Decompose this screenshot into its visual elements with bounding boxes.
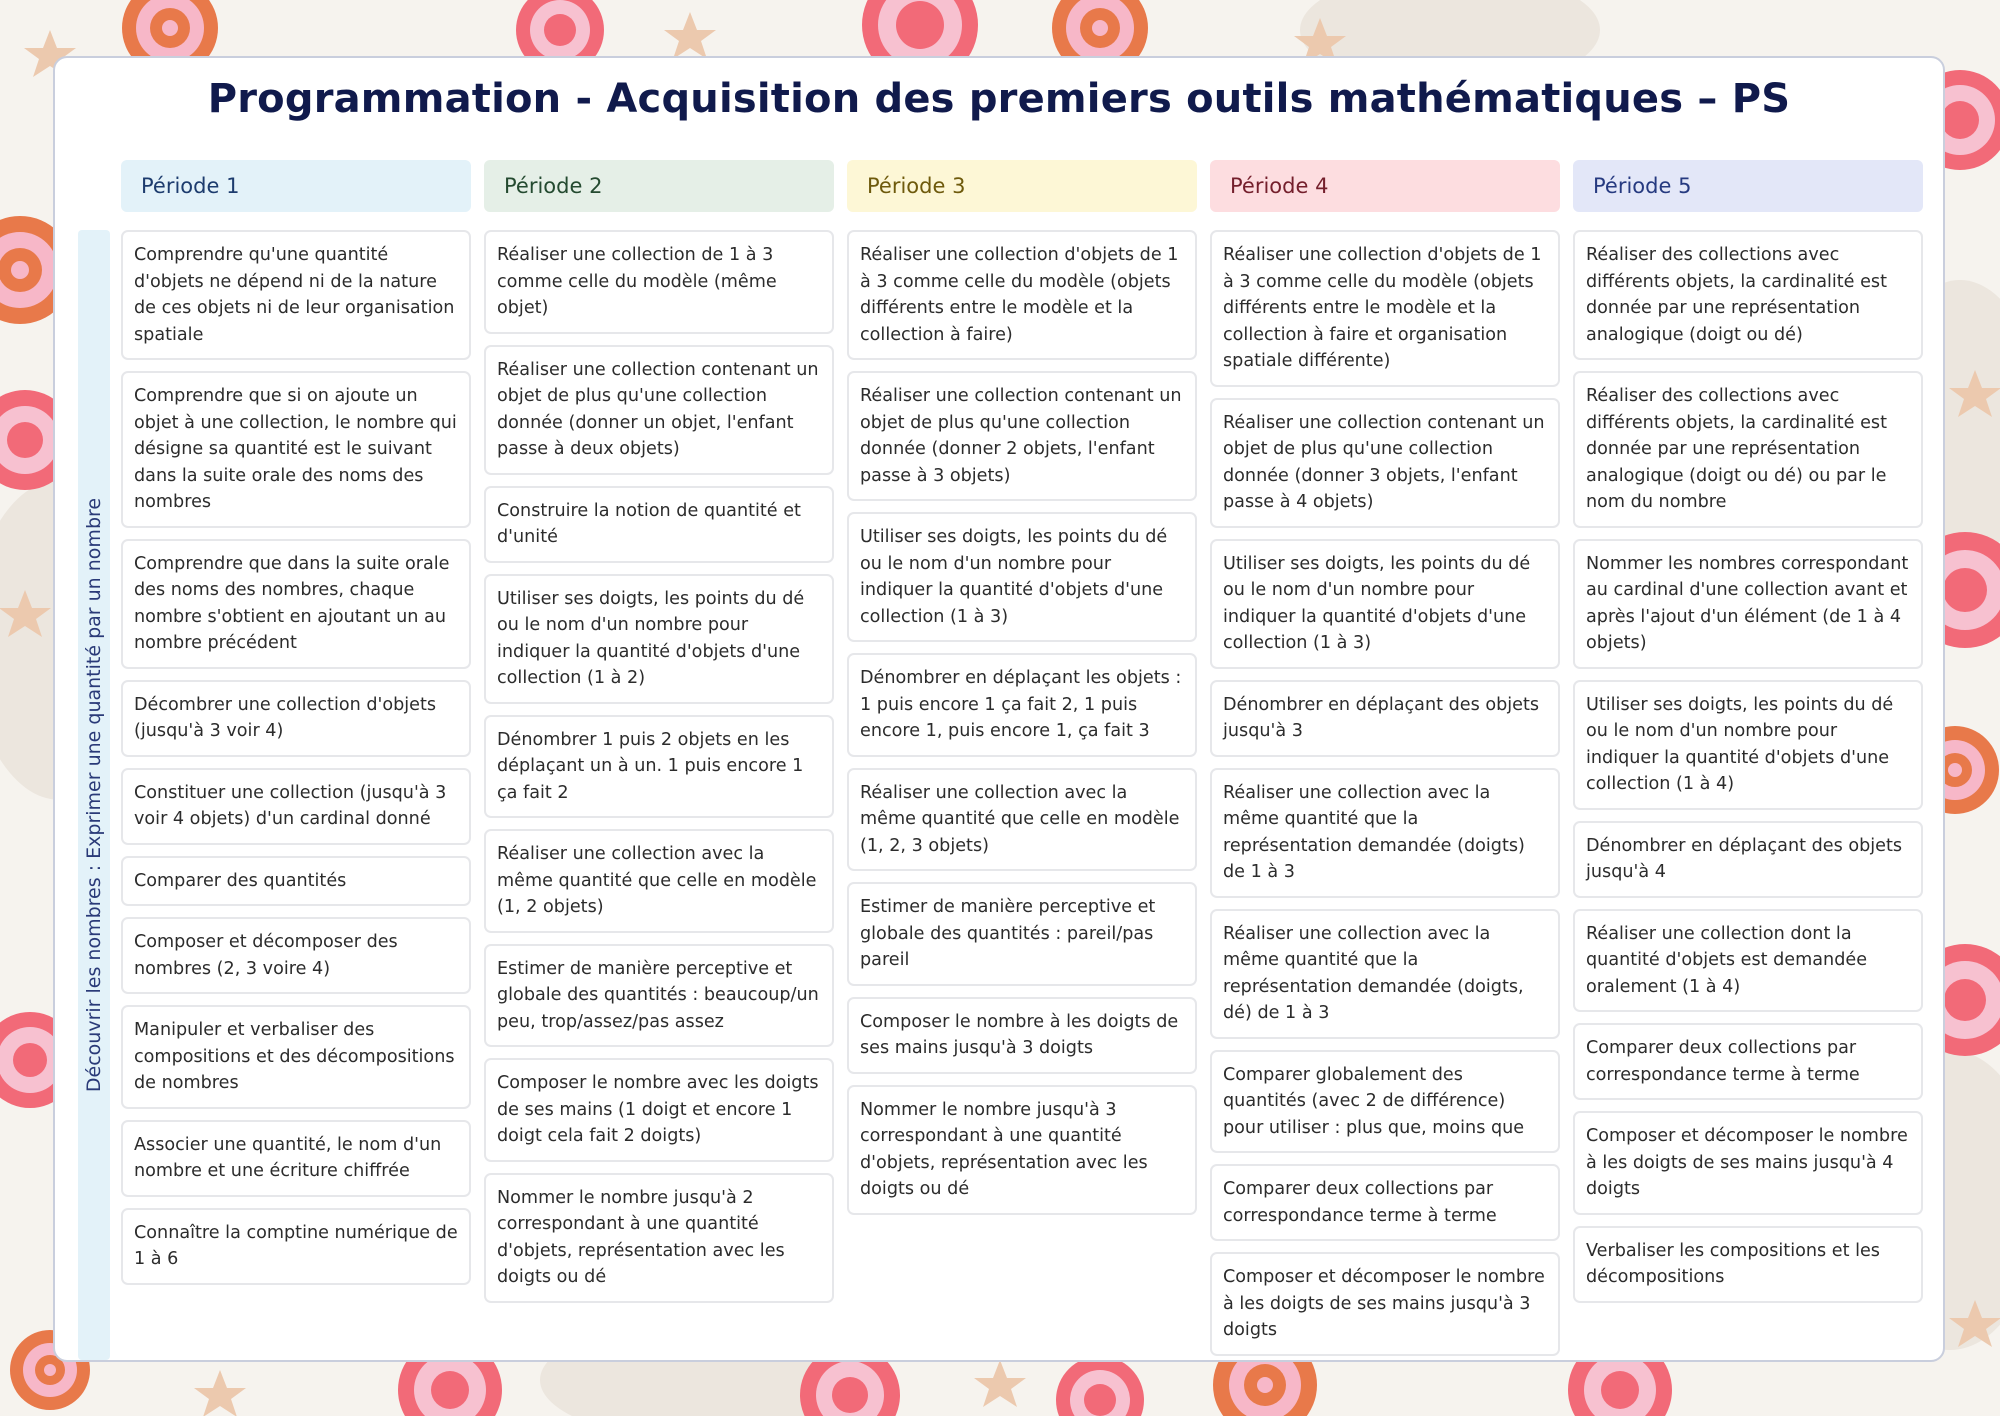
skill-card: Comparer des quantités — [121, 856, 471, 907]
skill-card: Décombrer une collection d'objets (jusqu'à 3 voir 4) — [121, 680, 471, 757]
skill-card: Réaliser une collection avec la même quantité que celle en modèle (1, 2, 3 objets) — [847, 768, 1197, 872]
skill-card: Associer une quantité, le nom d'un nombre et une écriture chiffrée — [121, 1120, 471, 1197]
period-3-header: Période 3 — [847, 160, 1197, 212]
skill-card: Réaliser une collection de 1 à 3 comme celle du modèle (même objet) — [484, 230, 834, 334]
skill-card: Dénombrer en déplaçant les objets : 1 puis encore 1 ça fait 2, 1 puis encore 1, puis encore 1, ça fait 3 — [847, 653, 1197, 757]
skill-card: Utiliser ses doigts, les points du dé ou le nom d'un nombre pour indiquer la quantité d'objets d'une collection (1 à 3) — [1210, 539, 1560, 669]
period-3-column — [847, 230, 1197, 1215]
skill-card: Verbaliser les compositions et les décompositions — [1573, 1226, 1923, 1303]
period-1-column — [121, 230, 471, 1285]
skill-card: Composer et décomposer le nombre à les doigts de ses mains jusqu'à 4 doigts — [1573, 1111, 1923, 1215]
skill-card: Connaître la comptine numérique de 1 à 6 — [121, 1208, 471, 1285]
skill-card: Réaliser une collection d'objets de 1 à 3 comme celle du modèle (objets différents entre le modèle et la collection à faire) — [847, 230, 1197, 360]
skill-card: Estimer de manière perceptive et globale des quantités : pareil/pas pareil — [847, 882, 1197, 986]
skill-card: Comparer deux collections par correspondance terme à terme — [1573, 1023, 1923, 1100]
period-2-header: Période 2 — [484, 160, 834, 212]
skill-card: Composer le nombre à les doigts de ses mains jusqu'à 3 doigts — [847, 997, 1197, 1074]
skill-card: Réaliser une collection avec la même quantité que celle en modèle (1, 2 objets) — [484, 829, 834, 933]
skill-card: Comparer deux collections par correspondance terme à terme — [1210, 1164, 1560, 1241]
skill-card: Comprendre que si on ajoute un objet à une collection, le nombre qui désigne sa quantité est le suivant dans la suite orale des noms des nombres — [121, 371, 471, 528]
skill-card: Dénombrer en déplaçant des objets jusqu'à 3 — [1210, 680, 1560, 757]
skill-card: Réaliser une collection avec la même quantité que la représentation demandée (doigts) de 1 à 3 — [1210, 768, 1560, 898]
skill-card: Nommer le nombre jusqu'à 3 correspondant à une quantité d'objets, représentation avec les doigts ou dé — [847, 1085, 1197, 1215]
skill-card: Comprendre qu'une quantité d'objets ne dépend ni de la nature de ces objets ni de leur organisation spatiale — [121, 230, 471, 360]
skill-card: Réaliser une collection contenant un objet de plus qu'une collection donnée (donner 2 objets, l'enfant passe à 3 objets) — [847, 371, 1197, 501]
skill-card: Réaliser une collection contenant un objet de plus qu'une collection donnée (donner un objet, l'enfant passe à deux objets) — [484, 345, 834, 475]
skill-card: Dénombrer en déplaçant des objets jusqu'à 4 — [1573, 821, 1923, 898]
skill-card: Réaliser une collection d'objets de 1 à 3 comme celle du modèle (objets différents entre le modèle et la collection à faire et organisation spatiale différente) — [1210, 230, 1560, 387]
skill-card: Utiliser ses doigts, les points du dé ou le nom d'un nombre pour indiquer la quantité d'objets d'une collection (1 à 3) — [847, 512, 1197, 642]
period-2-column — [484, 230, 834, 1303]
skill-card: Dénombrer 1 puis 2 objets en les déplaçant un à un. 1 puis encore 1 ça fait 2 — [484, 715, 834, 819]
skill-card: Construire la notion de quantité et d'unité — [484, 486, 834, 563]
skill-card: Composer et décomposer le nombre à les doigts de ses mains jusqu'à 3 doigts — [1210, 1252, 1560, 1356]
skill-card: Réaliser une collection contenant un objet de plus qu'une collection donnée (donner 3 objets, l'enfant passe à 4 objets) — [1210, 398, 1560, 528]
skill-card: Comparer globalement des quantités (avec 2 de différence) pour utiliser : plus que, moins que — [1210, 1050, 1560, 1154]
starfish-icon — [664, 12, 716, 59]
period-5-header: Période 5 — [1573, 160, 1923, 212]
skill-card: Manipuler et verbaliser des compositions et des décompositions de nombres — [121, 1005, 471, 1109]
skill-card: Réaliser une collection dont la quantité d'objets est demandée oralement (1 à 4) — [1573, 909, 1923, 1013]
skill-card: Composer et décomposer des nombres (2, 3 voire 4) — [121, 917, 471, 994]
skill-card: Composer le nombre avec les doigts de ses mains (1 doigt et encore 1 doigt cela fait 2 doigts) — [484, 1058, 834, 1162]
starfish-icon — [194, 1370, 246, 1416]
skill-card: Réaliser des collections avec différents objets, la cardinalité est donnée par une représentation analogique (doigt ou dé) ou par le nom du nombre — [1573, 371, 1923, 528]
starfish-icon — [974, 1360, 1026, 1407]
page-title: Programmation - Acquisition des premiers outils mathématiques – PS — [207, 76, 1791, 122]
period-4-header: Période 4 — [1210, 160, 1560, 212]
skill-card: Nommer les nombres correspondant au cardinal d'une collection avant et après l'ajout d'un élément (de 1 à 4 objets) — [1573, 539, 1923, 669]
period-1-header: Période 1 — [121, 160, 471, 212]
scallop-shell-icon — [1056, 1356, 1144, 1416]
skill-card: Utiliser ses doigts, les points du dé ou le nom d'un nombre pour indiquer la quantité d'objets d'une collection (1 à 2) — [484, 574, 834, 704]
skill-card: Comprendre que dans la suite orale des noms des nombres, chaque nombre s'obtient en ajoutant un au nombre précédent — [121, 539, 471, 669]
skill-card: Nommer le nombre jusqu'à 2 correspondant à une quantité d'objets, représentation avec les doigts ou dé — [484, 1173, 834, 1303]
skill-card: Estimer de manière perceptive et globale des quantités : beaucoup/un peu, trop/assez/pas assez — [484, 944, 834, 1048]
skill-card: Constituer une collection (jusqu'à 3 voir 4 objets) d'un cardinal donné — [121, 768, 471, 845]
programmation-sheet — [53, 56, 1945, 1362]
skill-card: Réaliser des collections avec différents objets, la cardinalité est donnée par une représentation analogique (doigt ou dé) — [1573, 230, 1923, 360]
period-4-column — [1210, 230, 1560, 1356]
domain-side-label: Découvrir les nombres : Exprimer une quantité par un nombre — [83, 497, 105, 1093]
skill-card: Réaliser une collection avec la même quantité que la représentation demandée (doigts, dé) de 1 à 3 — [1210, 909, 1560, 1039]
skill-card: Utiliser ses doigts, les points du dé ou le nom d'un nombre pour indiquer la quantité d'objets d'une collection (1 à 4) — [1573, 680, 1923, 810]
period-5-column — [1573, 230, 1923, 1303]
